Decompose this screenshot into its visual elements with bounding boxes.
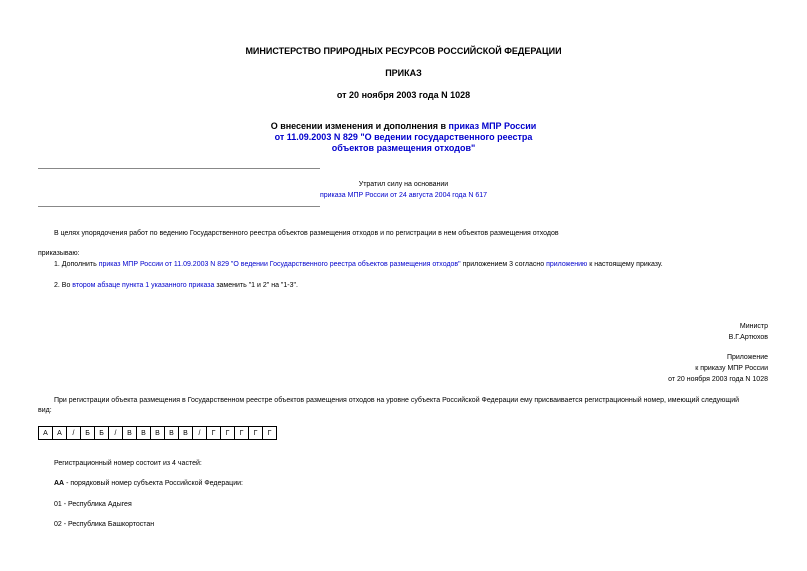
item-1-mid: приложением 3 согласно (460, 261, 547, 268)
doc-type: ПРИКАЗ (385, 68, 422, 78)
reg-cell: / (109, 427, 123, 440)
divider-top (38, 168, 320, 169)
item-2-link-paragraph[interactable]: втором абзаце пункта 1 указанного приказа (72, 282, 215, 289)
reg-cell: Г (249, 427, 263, 440)
order-word: приказываю: (38, 250, 80, 257)
reg-aa-code: АА (54, 480, 65, 487)
reg-number-row (39, 427, 277, 440)
appendix-line3: от 20 ноября 2003 года N 1028 (668, 376, 768, 383)
title-link-line2[interactable]: от 11.09.2003 N 829 "О ведении государственного реестра (274, 132, 533, 142)
reg-parts-text: Регистрационный номер состоит из 4 частей: (54, 460, 202, 467)
reg-cell: А (53, 427, 67, 440)
title-link-order-829[interactable]: приказ МПР России (448, 121, 537, 131)
item-2-prefix: 2. Во (54, 282, 73, 289)
reg-cell: / (193, 427, 207, 440)
doc-title-line1 (0, 121, 807, 132)
item-1 (54, 260, 663, 270)
reg-cell: В (165, 427, 179, 440)
item-2-suffix: заменить "1 и 2" на "1-3". (214, 282, 298, 289)
item-1-prefix: 1. Дополнить (54, 261, 99, 268)
reg-cell: Г (263, 427, 277, 440)
title-link-line3[interactable]: объектов размещения отходов" (331, 143, 476, 153)
reg-aa-line (54, 479, 243, 489)
status-line: Утратил силу на основании (358, 181, 449, 188)
reg-cell: Г (235, 427, 249, 440)
item-2 (54, 281, 298, 291)
reg-cell: В (179, 427, 193, 440)
signature-role: Министр (739, 323, 768, 330)
region-item: 01 - Республика Адыгея (54, 501, 132, 508)
reg-number-format-table (38, 426, 277, 440)
divider-bottom (38, 206, 320, 207)
status-link[interactable]: приказа МПР России от 24 августа 2004 года N 617 (319, 192, 488, 199)
preamble: В целях упорядочения работ по ведению Государственного реестра объектов размещения отходов и по регистрации в нем объектов размещения отходов (54, 230, 559, 237)
reg-cell: Б (95, 427, 109, 440)
doc-title (0, 121, 807, 154)
item-1-link-appendix[interactable]: приложению (546, 261, 588, 268)
ministry-title: МИНИСТЕРСТВО ПРИРОДНЫХ РЕСУРСОВ РОССИЙСКОЙ ФЕДЕРАЦИИ (245, 46, 562, 56)
item-1-suffix: к настоящему приказу. (587, 261, 663, 268)
reg-intro-line1: При регистрации объекта размещения в Государственном реестре объектов размещения отходов на уровне субъекта Российской Федерации ему присваивается регистрационный номер, имеющий следующий (54, 397, 740, 404)
reg-cell: В (137, 427, 151, 440)
appendix-line2: к приказу МПР России (695, 365, 768, 372)
region-item: 02 - Республика Башкортостан (54, 521, 155, 528)
reg-cell: В (151, 427, 165, 440)
item-1-link-order[interactable]: приказ МПР России от 11.09.2003 N 829 "О ведении Государственного реестра объектов размещения отходов" (98, 261, 461, 268)
reg-cell: Г (221, 427, 235, 440)
reg-cell: Г (207, 427, 221, 440)
appendix-line1: Приложение (726, 354, 768, 361)
title-prefix: О внесении изменения и дополнения в (270, 121, 449, 131)
doc-date-number: от 20 ноября 2003 года N 1028 (336, 90, 471, 100)
signature-name: В.Г.Артюхов (728, 334, 768, 341)
reg-aa-description: - порядковый номер субъекта Российской Федерации: (64, 480, 243, 487)
reg-cell: / (67, 427, 81, 440)
reg-cell: Б (81, 427, 95, 440)
reg-intro-line2: вид: (38, 407, 52, 414)
reg-cell: А (39, 427, 53, 440)
reg-cell: В (123, 427, 137, 440)
